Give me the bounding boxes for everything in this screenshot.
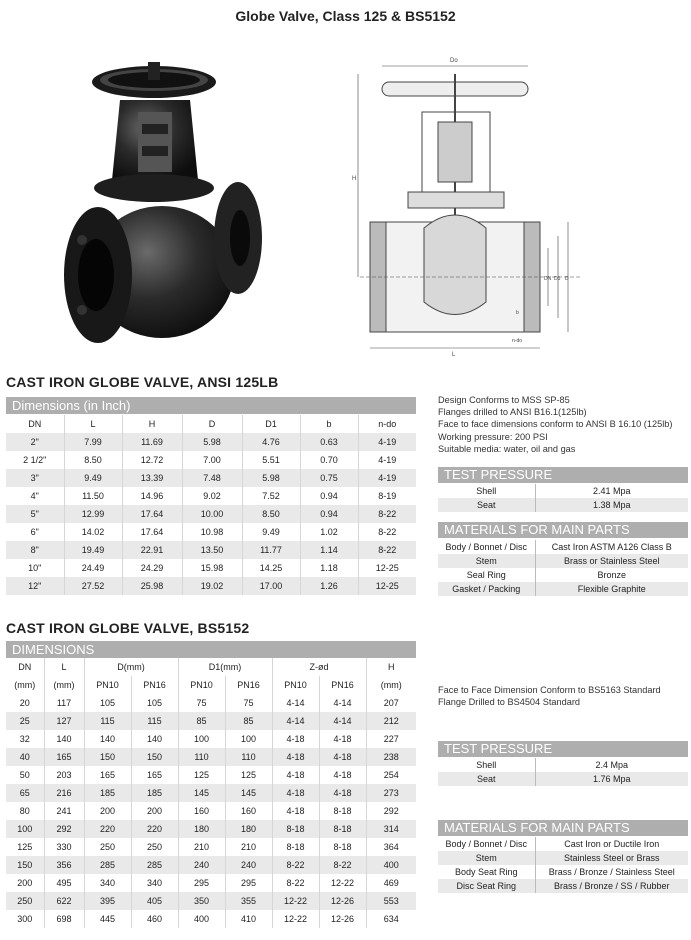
table-cell: 8-22 xyxy=(272,856,319,874)
table-cell: 212 xyxy=(366,712,416,730)
table-cell: 5" xyxy=(6,505,64,523)
table-cell: 10.00 xyxy=(182,505,242,523)
table-cell: 150 xyxy=(6,856,44,874)
table-cell: 8-18 xyxy=(272,838,319,856)
row-value: 1.76 Mpa xyxy=(535,772,688,786)
table-cell: 7.00 xyxy=(182,451,242,469)
table-cell: 8-18 xyxy=(319,838,366,856)
table-cell: 140 xyxy=(131,730,178,748)
table-cell: 8-22 xyxy=(358,541,416,559)
row-label: Body Seat Ring xyxy=(438,865,535,879)
note-line: Working pressure: 200 PSI xyxy=(438,431,548,442)
table-cell: 469 xyxy=(366,874,416,892)
table-cell: 273 xyxy=(366,784,416,802)
row-value: 2.41 Mpa xyxy=(592,486,631,496)
table-cell: 12.99 xyxy=(64,505,122,523)
column-header: L xyxy=(64,415,122,433)
table-row xyxy=(6,874,416,892)
table-row xyxy=(6,730,416,748)
table-row xyxy=(6,469,416,487)
table-cell: 203 xyxy=(44,766,84,784)
table-cell: 9.02 xyxy=(182,487,242,505)
table-cell: 4-14 xyxy=(272,694,319,712)
table-row xyxy=(6,559,416,577)
row-label: Disc Seat Ring xyxy=(438,879,535,893)
table-cell: 400 xyxy=(366,856,416,874)
table-cell: 110 xyxy=(178,748,225,766)
table-cell: 5.98 xyxy=(242,469,300,487)
table-row xyxy=(438,758,688,772)
column-header: D xyxy=(182,415,242,433)
table-cell: 300 xyxy=(6,910,44,928)
table-cell: 216 xyxy=(44,784,84,802)
table-subheader-row xyxy=(6,676,416,694)
table-cell: 622 xyxy=(44,892,84,910)
table-cell: 4-19 xyxy=(358,451,416,469)
row-label: Seat xyxy=(438,498,535,512)
table-cell: 4-18 xyxy=(319,784,366,802)
table-cell: 364 xyxy=(366,838,416,856)
table-cell: 207 xyxy=(366,694,416,712)
table-cell: 241 xyxy=(44,802,84,820)
table-cell: 24.29 xyxy=(122,559,182,577)
table-row xyxy=(438,879,688,893)
table-row xyxy=(6,748,416,766)
label-l: L xyxy=(452,352,456,358)
table-cell: 495 xyxy=(44,874,84,892)
table-row xyxy=(438,865,688,879)
table-cell: 0.70 xyxy=(300,451,358,469)
table-row xyxy=(438,851,688,865)
bs-materials-bar: MATERIALS FOR MAIN PARTS xyxy=(438,820,688,836)
table-row xyxy=(438,582,688,596)
column-subheader: PN10 xyxy=(84,676,131,694)
column-header: D(mm) xyxy=(84,658,178,676)
table-cell: 10" xyxy=(28,563,42,573)
row-label: Shell xyxy=(438,758,535,772)
table-cell: 185 xyxy=(84,784,131,802)
table-cell: 4-18 xyxy=(319,766,366,784)
label-b: b xyxy=(516,310,519,316)
table-row xyxy=(6,451,416,469)
table-cell: 4-18 xyxy=(272,802,319,820)
column-header: b xyxy=(300,415,358,433)
table-cell: 4-18 xyxy=(319,730,366,748)
table-cell: 20 xyxy=(6,694,44,712)
table-cell: 85 xyxy=(225,712,272,730)
column-header: DN xyxy=(6,415,64,433)
table-cell: 25 xyxy=(6,712,44,730)
table-cell: 445 xyxy=(84,910,131,928)
table-cell: 8-19 xyxy=(358,487,416,505)
row-value: Cast Iron ASTM A126 Class B xyxy=(551,542,672,552)
column-subheader: PN16 xyxy=(131,676,178,694)
table-row xyxy=(438,554,688,568)
table-cell: 314 xyxy=(366,820,416,838)
row-value: Brass or Stainless Steel xyxy=(535,554,688,568)
column-subheader: (mm) xyxy=(366,676,416,694)
table-cell: 8-22 xyxy=(319,856,366,874)
table-cell: 8" xyxy=(6,541,64,559)
table-cell: 7.52 xyxy=(242,487,300,505)
row-label: Seal Ring xyxy=(438,568,535,582)
table-cell: 4-18 xyxy=(272,748,319,766)
table-cell: 17.64 xyxy=(122,505,182,523)
table-cell: 150 xyxy=(84,748,131,766)
table-cell: 210 xyxy=(225,838,272,856)
table-row xyxy=(6,910,416,928)
table-cell: 295 xyxy=(178,874,225,892)
table-cell: 25.98 xyxy=(122,577,182,595)
table-cell: 85 xyxy=(178,712,225,730)
table-cell: 4-14 xyxy=(319,712,366,730)
row-label: Body / Bonnet / Disc xyxy=(438,540,535,554)
table-cell: 105 xyxy=(131,694,178,712)
table-cell: 105 xyxy=(84,694,131,712)
table-cell: 210 xyxy=(178,838,225,856)
table-cell: 12-22 xyxy=(272,910,319,928)
bs-materials-table xyxy=(438,837,688,893)
table-cell: 12-25 xyxy=(358,577,416,595)
column-subheader: PN16 xyxy=(319,676,366,694)
table-cell: 12" xyxy=(6,577,64,595)
column-header: DN xyxy=(6,658,44,676)
table-cell: 100 xyxy=(178,730,225,748)
table-cell: 145 xyxy=(178,784,225,802)
table-row xyxy=(6,892,416,910)
table-cell: 2 1/2" xyxy=(23,455,47,465)
column-subheader: (mm) xyxy=(44,676,84,694)
table-cell: 220 xyxy=(84,820,131,838)
table-cell: 1.14 xyxy=(300,541,358,559)
table-cell: 100 xyxy=(6,820,44,838)
column-subheader: PN16 xyxy=(225,676,272,694)
table-cell: 7.99 xyxy=(64,433,122,451)
row-label: Stem xyxy=(438,554,535,568)
table-cell: 11.50 xyxy=(64,487,122,505)
row-value: 2.4 Mpa xyxy=(595,760,629,770)
table-cell: 200 xyxy=(6,874,44,892)
table-cell: 115 xyxy=(131,712,178,730)
table-cell: 75 xyxy=(225,694,272,712)
table-cell: 0.94 xyxy=(300,505,358,523)
row-value: Brass / Bronze / SS / Rubber xyxy=(535,879,688,893)
table-cell: 350 xyxy=(178,892,225,910)
ansi-dimensions-table xyxy=(6,415,416,595)
table-cell: 165 xyxy=(84,766,131,784)
table-row xyxy=(438,837,688,851)
table-cell: 140 xyxy=(44,730,84,748)
table-cell: 27.52 xyxy=(64,577,122,595)
table-cell: 410 xyxy=(225,910,272,928)
table-cell: 12-22 xyxy=(272,892,319,910)
table-cell: 115 xyxy=(84,712,131,730)
table-cell: 356 xyxy=(44,856,84,874)
table-cell: 100 xyxy=(225,730,272,748)
table-cell: 698 xyxy=(44,910,84,928)
table-cell: 150 xyxy=(131,748,178,766)
table-cell: 17.64 xyxy=(122,523,182,541)
table-cell: 22.91 xyxy=(122,541,182,559)
column-subheader: PN10 xyxy=(272,676,319,694)
table-cell: 285 xyxy=(131,856,178,874)
table-cell: 0.94 xyxy=(300,487,358,505)
table-cell: 6" xyxy=(30,527,39,537)
table-cell: 125 xyxy=(178,766,225,784)
row-value: Brass / Bronze / Stainless Steel xyxy=(548,867,675,877)
column-subheader: PN10 xyxy=(178,676,225,694)
table-row xyxy=(6,433,416,451)
table-cell: 254 xyxy=(366,766,416,784)
row-value: Cast Iron or Ductile Iron xyxy=(564,839,660,849)
row-label: Body / Bonnet / Disc xyxy=(438,837,535,851)
bs-test-pressure-bar: TEST PRESSURE xyxy=(438,741,688,757)
table-cell: 238 xyxy=(366,748,416,766)
table-cell: 250 xyxy=(6,892,44,910)
ansi-test-pressure-bar: TEST PRESSURE xyxy=(438,467,688,483)
table-cell: 355 xyxy=(225,892,272,910)
table-row xyxy=(6,505,416,523)
row-label: Stem xyxy=(438,851,535,865)
table-row xyxy=(438,568,688,582)
ansi-heading: CAST IRON GLOBE VALVE, ANSI 125LB xyxy=(6,374,279,390)
table-row xyxy=(438,540,688,554)
column-header: D1 xyxy=(242,415,300,433)
row-value: Bronze xyxy=(597,570,627,580)
bs-dimensions-table xyxy=(6,658,416,928)
table-row xyxy=(6,802,416,820)
table-cell: 185 xyxy=(131,784,178,802)
table-cell: 12.72 xyxy=(122,451,182,469)
table-cell: 340 xyxy=(84,874,131,892)
label-dn: DN xyxy=(544,276,552,282)
table-cell: 13.50 xyxy=(182,541,242,559)
column-header: D1(mm) xyxy=(178,658,272,676)
table-cell: 12-25 xyxy=(358,559,416,577)
note-line: Flange Drilled to BS4504 Standard xyxy=(438,697,580,708)
valve-drawing xyxy=(352,52,588,360)
ansi-test-pressure-table xyxy=(438,484,688,512)
table-cell: 8.50 xyxy=(242,505,300,523)
table-cell: 140 xyxy=(84,730,131,748)
table-row xyxy=(438,498,688,512)
table-cell: 8-18 xyxy=(319,820,366,838)
bs-test-pressure-table xyxy=(438,758,688,786)
row-label: Shell xyxy=(438,484,535,498)
table-cell: 295 xyxy=(225,874,272,892)
table-cell: 634 xyxy=(366,910,416,928)
table-row xyxy=(6,712,416,730)
table-cell: 180 xyxy=(225,820,272,838)
table-cell: 11.69 xyxy=(122,433,182,451)
table-cell: 12-22 xyxy=(319,874,366,892)
table-cell: 165 xyxy=(131,766,178,784)
table-cell: 405 xyxy=(131,892,178,910)
table-cell: 65 xyxy=(6,784,44,802)
table-cell: 0.75 xyxy=(300,469,358,487)
bs-dimensions-bar: DIMENSIONS xyxy=(6,641,416,658)
table-cell: 5.51 xyxy=(242,451,300,469)
table-cell: 4-14 xyxy=(272,712,319,730)
table-cell: 200 xyxy=(84,802,131,820)
table-cell: 32 xyxy=(6,730,44,748)
table-cell: 292 xyxy=(44,820,84,838)
table-cell: 19.02 xyxy=(182,577,242,595)
table-cell: 4-18 xyxy=(319,748,366,766)
table-cell: 8.50 xyxy=(64,451,122,469)
table-cell: 1.02 xyxy=(300,523,358,541)
table-cell: 14.96 xyxy=(122,487,182,505)
column-header: Z-ød xyxy=(272,658,366,676)
valve-photo xyxy=(62,60,284,360)
table-cell: 8-18 xyxy=(319,802,366,820)
table-cell: 395 xyxy=(84,892,131,910)
table-cell: 4-18 xyxy=(272,766,319,784)
column-header: H xyxy=(122,415,182,433)
table-cell: 8-22 xyxy=(358,505,416,523)
table-cell: 1.26 xyxy=(300,577,358,595)
column-header: H xyxy=(366,658,416,676)
table-cell: 4-18 xyxy=(272,784,319,802)
table-cell: 127 xyxy=(44,712,84,730)
table-cell: 19.49 xyxy=(64,541,122,559)
table-row xyxy=(6,784,416,802)
table-cell: 340 xyxy=(131,874,178,892)
table-cell: 17.00 xyxy=(242,577,300,595)
label-h: H xyxy=(352,176,357,182)
table-cell: 165 xyxy=(44,748,84,766)
column-subheader: (mm) xyxy=(6,676,44,694)
row-label: Seat xyxy=(438,772,535,786)
table-cell: 15.98 xyxy=(182,559,242,577)
column-header: L xyxy=(44,658,84,676)
table-row xyxy=(6,856,416,874)
table-cell: 117 xyxy=(44,694,84,712)
table-row xyxy=(438,484,688,498)
table-row xyxy=(6,487,416,505)
table-cell: 4" xyxy=(30,491,39,501)
row-value: 1.38 Mpa xyxy=(535,498,688,512)
table-cell: 14.25 xyxy=(242,559,300,577)
table-cell: 125 xyxy=(6,838,44,856)
table-cell: 13.39 xyxy=(122,469,182,487)
table-cell: 110 xyxy=(225,748,272,766)
table-cell: 9.49 xyxy=(242,523,300,541)
table-cell: 160 xyxy=(178,802,225,820)
table-cell: 8-18 xyxy=(272,820,319,838)
note-line: Face to Face Dimension Conform to BS5163 Standard xyxy=(438,685,661,695)
table-cell: 4-18 xyxy=(272,730,319,748)
table-cell: 285 xyxy=(84,856,131,874)
table-row xyxy=(438,772,688,786)
table-cell: 330 xyxy=(44,838,84,856)
table-cell: 4-19 xyxy=(358,433,416,451)
ansi-materials-table xyxy=(438,540,688,596)
ansi-materials-bar: MATERIALS FOR MAIN PARTS xyxy=(438,522,688,538)
bs-notes xyxy=(438,684,688,708)
row-label: Gasket / Packing xyxy=(438,582,535,596)
table-cell: 10.98 xyxy=(182,523,242,541)
table-cell: 8-22 xyxy=(358,523,416,541)
table-row xyxy=(6,766,416,784)
table-header-row xyxy=(6,415,416,433)
ansi-dimensions-bar: Dimensions (in Inch) xyxy=(6,397,416,414)
table-cell: 4-19 xyxy=(358,469,416,487)
table-cell: 24.49 xyxy=(64,559,122,577)
table-cell: 12-26 xyxy=(319,892,366,910)
page-title: Globe Valve, Class 125 & BS5152 xyxy=(235,8,456,24)
row-value: Flexible Graphite xyxy=(535,582,688,596)
note-line: Design Conforms to MSS SP-85 xyxy=(438,395,570,405)
table-cell: 460 xyxy=(131,910,178,928)
table-row xyxy=(6,541,416,559)
ansi-notes xyxy=(438,394,688,455)
label-d1: D1 xyxy=(554,276,561,282)
note-line: Flanges drilled to ANSI B16.1(125lb) xyxy=(438,407,587,418)
table-cell: 40 xyxy=(6,748,44,766)
table-cell: 292 xyxy=(366,802,416,820)
table-cell: 200 xyxy=(131,802,178,820)
table-cell: 7.48 xyxy=(182,469,242,487)
table-cell: 12-26 xyxy=(319,910,366,928)
table-cell: 250 xyxy=(84,838,131,856)
note-line: Face to face dimensions conform to ANSI B 16.10 (125lb) xyxy=(438,419,673,430)
table-cell: 80 xyxy=(6,802,44,820)
table-cell: 50 xyxy=(6,766,44,784)
table-row xyxy=(6,694,416,712)
label-do: Do xyxy=(450,58,458,64)
table-cell: 14.02 xyxy=(64,523,122,541)
table-row xyxy=(6,838,416,856)
table-cell: 3" xyxy=(6,469,64,487)
table-cell: 220 xyxy=(131,820,178,838)
table-cell: 125 xyxy=(225,766,272,784)
table-row xyxy=(6,523,416,541)
note-line: Suitable media: water, oil and gas xyxy=(438,443,576,454)
table-cell: 250 xyxy=(131,838,178,856)
table-cell: 180 xyxy=(178,820,225,838)
table-cell: 1.18 xyxy=(300,559,358,577)
bs-heading: CAST IRON GLOBE VALVE, BS5152 xyxy=(6,620,250,636)
table-cell: 145 xyxy=(225,784,272,802)
table-cell: 160 xyxy=(225,802,272,820)
table-row xyxy=(6,577,416,595)
table-cell: 5.98 xyxy=(182,433,242,451)
table-cell: 553 xyxy=(366,892,416,910)
table-cell: 227 xyxy=(366,730,416,748)
column-header: n-do xyxy=(358,415,416,433)
table-cell: 240 xyxy=(225,856,272,874)
row-value: Stainless Steel or Brass xyxy=(535,851,688,865)
label-d: D xyxy=(565,276,569,282)
label-ndo: n-do xyxy=(512,338,523,344)
table-cell: 0.63 xyxy=(300,433,358,451)
table-cell: 4-14 xyxy=(319,694,366,712)
table-cell: 9.49 xyxy=(64,469,122,487)
table-cell: 400 xyxy=(178,910,225,928)
table-cell: 240 xyxy=(178,856,225,874)
table-cell: 8-22 xyxy=(272,874,319,892)
table-cell: 11.77 xyxy=(242,541,300,559)
table-cell: 4.76 xyxy=(242,433,300,451)
table-cell: 2" xyxy=(6,433,64,451)
table-row xyxy=(6,820,416,838)
table-cell: 75 xyxy=(178,694,225,712)
table-header-row xyxy=(6,658,416,676)
